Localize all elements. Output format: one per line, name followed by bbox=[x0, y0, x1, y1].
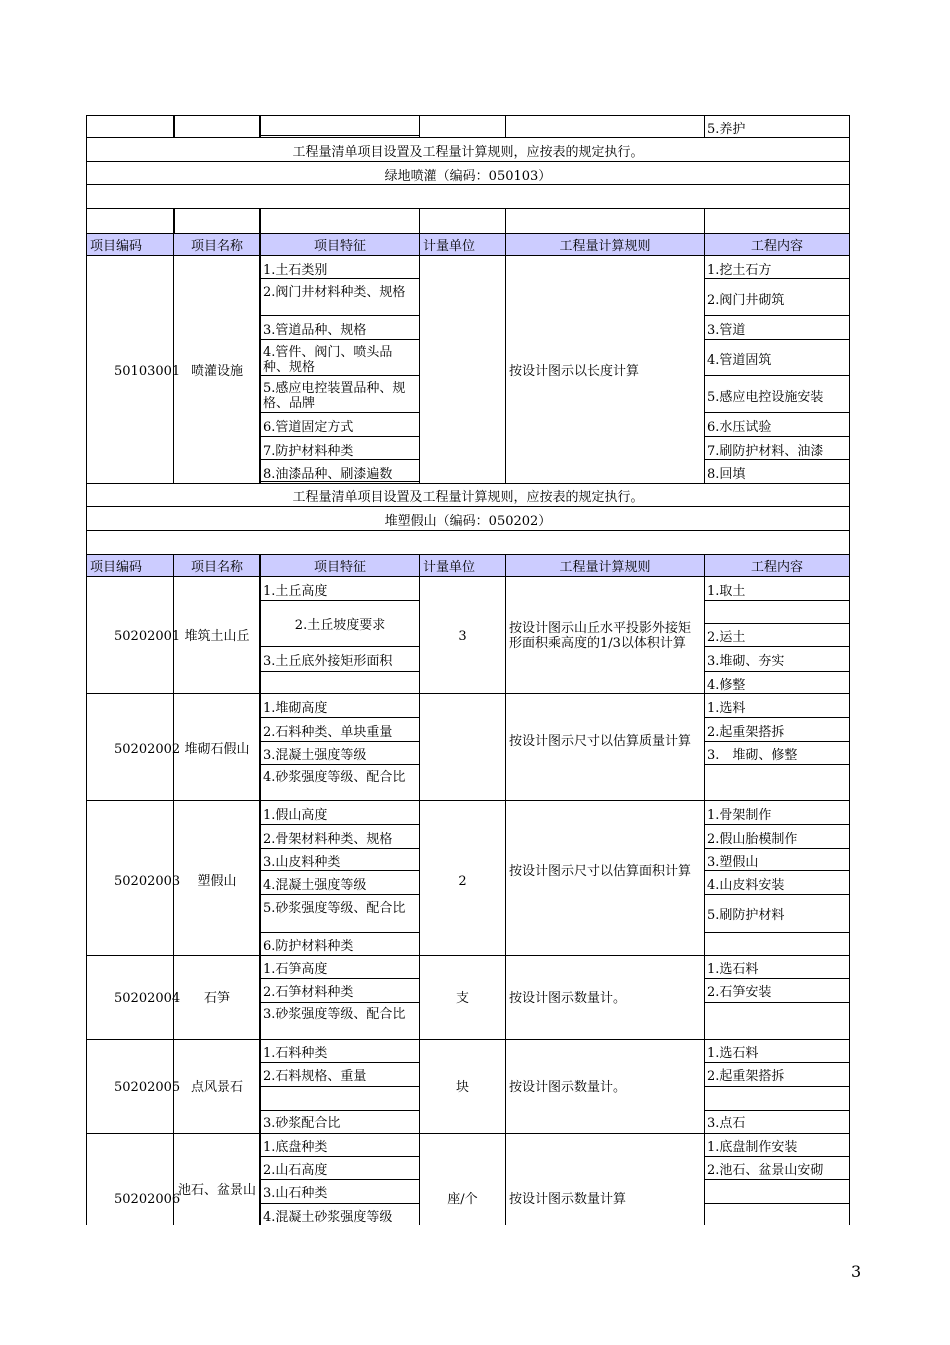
spec-table bbox=[86, 115, 850, 1225]
measure-unit: 3 bbox=[458, 629, 467, 644]
work-content-item: 4.山皮料安装 bbox=[707, 878, 785, 893]
feature-item: 1.底盘种类 bbox=[263, 1140, 328, 1155]
col-header-name: 项目名称 bbox=[190, 560, 243, 575]
work-content-item: 5.养护 bbox=[707, 122, 746, 137]
col-header-unit: 计量单位 bbox=[423, 239, 476, 254]
feature-item: 5.感应电控装置品种、规格、品牌 bbox=[263, 381, 406, 411]
item-name: 池石、盆景山 bbox=[177, 1183, 256, 1198]
calculation-rule: 按设计图示数量计。 bbox=[509, 991, 627, 1006]
feature-item: 2.石料种类、单块重量 bbox=[263, 725, 393, 740]
measure-unit: 座/个 bbox=[447, 1192, 478, 1207]
feature-item: 1.土石类别 bbox=[263, 263, 328, 278]
work-content-item: 1.选石料 bbox=[707, 962, 759, 977]
item-name: 点风景石 bbox=[190, 1080, 243, 1095]
work-content-item: 8.回填 bbox=[707, 467, 746, 482]
item-code: 50202003 bbox=[114, 874, 181, 889]
work-content-item: 7.刷防护材料、油漆 bbox=[707, 444, 824, 459]
work-content-item: 4.管道固筑 bbox=[707, 353, 772, 368]
work-content-item: 3.塑假山 bbox=[707, 855, 759, 870]
feature-item: 5.砂浆强度等级、配合比 bbox=[263, 901, 406, 916]
feature-item: 4.砂浆强度等级、配合比 bbox=[263, 770, 406, 785]
feature-item: 3.山石种类 bbox=[263, 1186, 328, 1201]
feature-item: 1.堆砌高度 bbox=[263, 701, 328, 716]
feature-item: 3.砂浆配合比 bbox=[263, 1116, 341, 1131]
work-content-item: 4.修整 bbox=[707, 678, 746, 693]
feature-item: 6.防护材料种类 bbox=[263, 939, 354, 954]
feature-item: 3.山皮料种类 bbox=[263, 855, 341, 870]
section-title: 绿地喷灌（编码：050103） bbox=[384, 169, 552, 184]
feature-item: 4.混凝土砂浆强度等级 bbox=[263, 1210, 393, 1225]
feature-item: 2.土丘坡度要求 bbox=[294, 618, 386, 633]
col-header-code: 项目编码 bbox=[90, 239, 143, 254]
item-code: 50202002 bbox=[114, 742, 181, 757]
work-content-item: 2.阀门井砌筑 bbox=[707, 293, 785, 308]
rule-note: 工程量清单项目设置及工程量计算规则，应按表的规定执行。 bbox=[292, 145, 644, 160]
item-name: 塑假山 bbox=[197, 874, 237, 889]
item-name: 石笋 bbox=[203, 991, 230, 1006]
col-header-rule: 工程量计算规则 bbox=[559, 239, 651, 254]
feature-item: 6.管道固定方式 bbox=[263, 420, 354, 435]
item-name: 堆筑土山丘 bbox=[184, 629, 250, 644]
col-header-unit: 计量单位 bbox=[423, 560, 476, 575]
work-content-item: 6.水压试验 bbox=[707, 420, 772, 435]
feature-item: 1.石料种类 bbox=[263, 1046, 328, 1061]
work-content-item: 1.取土 bbox=[707, 584, 746, 599]
work-content-item: 2.池石、盆景山安砌 bbox=[707, 1163, 824, 1178]
item-code: 50202001 bbox=[114, 629, 181, 644]
col-header-features: 项目特征 bbox=[313, 560, 366, 575]
work-content-item: 1.选石料 bbox=[707, 1046, 759, 1061]
work-content-item: 2.石笋安装 bbox=[707, 985, 772, 1000]
measure-unit: 支 bbox=[455, 991, 469, 1006]
calculation-rule: 按设计图示数量计。 bbox=[509, 1080, 627, 1095]
item-code: 50103001 bbox=[114, 364, 181, 379]
col-header-rule: 工程量计算规则 bbox=[559, 560, 651, 575]
calculation-rule: 按设计图示以长度计算 bbox=[509, 364, 640, 379]
work-content-item: 3.点石 bbox=[707, 1116, 746, 1131]
col-header-content: 工程内容 bbox=[750, 239, 803, 254]
work-content-item: 2.假山胎模制作 bbox=[707, 832, 798, 847]
work-content-item: 1.选料 bbox=[707, 701, 746, 716]
work-content-item: 5.感应电控设施安装 bbox=[707, 390, 824, 405]
work-content-item: 5.刷防护材料 bbox=[707, 908, 785, 923]
item-code: 50202006 bbox=[114, 1192, 181, 1207]
feature-item: 4.混凝土强度等级 bbox=[263, 878, 367, 893]
feature-item: 3.土丘底外接矩形面积 bbox=[263, 654, 393, 669]
work-content-item: 3. 堆砌、修整 bbox=[707, 748, 798, 763]
item-code: 50202004 bbox=[114, 991, 181, 1006]
feature-item: 2.骨架材料种类、规格 bbox=[263, 832, 393, 847]
work-content-item: 1.骨架制作 bbox=[707, 808, 772, 823]
feature-item: 1.假山高度 bbox=[263, 808, 328, 823]
feature-item: 8.油漆品种、刷漆遍数 bbox=[263, 467, 393, 482]
feature-item: 3.混凝土强度等级 bbox=[263, 748, 367, 763]
feature-item: 2.石料规格、重量 bbox=[263, 1069, 367, 1084]
feature-item: 4.管件、阀门、喷头品种、规格 bbox=[263, 345, 393, 375]
calculation-rule: 按设计图示山丘水平投影外接矩形面积乘高度的1/3以体积计算 bbox=[509, 621, 692, 651]
col-header-content: 工程内容 bbox=[750, 560, 803, 575]
work-content-item: 3.管道 bbox=[707, 323, 746, 338]
work-content-item: 1.底盘制作安装 bbox=[707, 1140, 798, 1155]
feature-item: 3.管道品种、规格 bbox=[263, 323, 367, 338]
page-number: 3 bbox=[851, 1262, 862, 1281]
calculation-rule: 按设计图示尺寸以估算面积计算 bbox=[509, 864, 692, 879]
col-header-features: 项目特征 bbox=[313, 239, 366, 254]
calculation-rule: 按设计图示数量计算 bbox=[509, 1192, 627, 1207]
section-title: 堆塑假山（编码：050202） bbox=[384, 514, 552, 529]
work-content-item: 2.运土 bbox=[707, 630, 746, 645]
work-content-item: 2.起重架搭拆 bbox=[707, 1069, 785, 1084]
feature-item: 2.石笋材料种类 bbox=[263, 985, 354, 1000]
feature-item: 3.砂浆强度等级、配合比 bbox=[263, 1007, 406, 1022]
work-content-item: 1.挖土石方 bbox=[707, 263, 772, 278]
feature-item: 1.石笋高度 bbox=[263, 962, 328, 977]
item-name: 喷灌设施 bbox=[190, 364, 243, 379]
feature-item: 1.土丘高度 bbox=[263, 584, 328, 599]
feature-item: 2.山石高度 bbox=[263, 1163, 328, 1178]
feature-item: 2.阀门井材料种类、规格 bbox=[263, 285, 406, 300]
feature-item: 7.防护材料种类 bbox=[263, 444, 354, 459]
rule-note: 工程量清单项目设置及工程量计算规则，应按表的规定执行。 bbox=[292, 490, 644, 505]
col-header-name: 项目名称 bbox=[190, 239, 243, 254]
work-content-item: 3.堆砌、夯实 bbox=[707, 654, 785, 669]
calculation-rule: 按设计图示尺寸以估算质量计算 bbox=[509, 734, 692, 749]
col-header-code: 项目编码 bbox=[90, 560, 143, 575]
item-name: 堆砌石假山 bbox=[184, 742, 250, 757]
work-content-item: 2.起重架搭拆 bbox=[707, 725, 785, 740]
measure-unit: 2 bbox=[458, 874, 467, 889]
item-code: 50202005 bbox=[114, 1080, 181, 1095]
measure-unit: 块 bbox=[455, 1080, 469, 1095]
